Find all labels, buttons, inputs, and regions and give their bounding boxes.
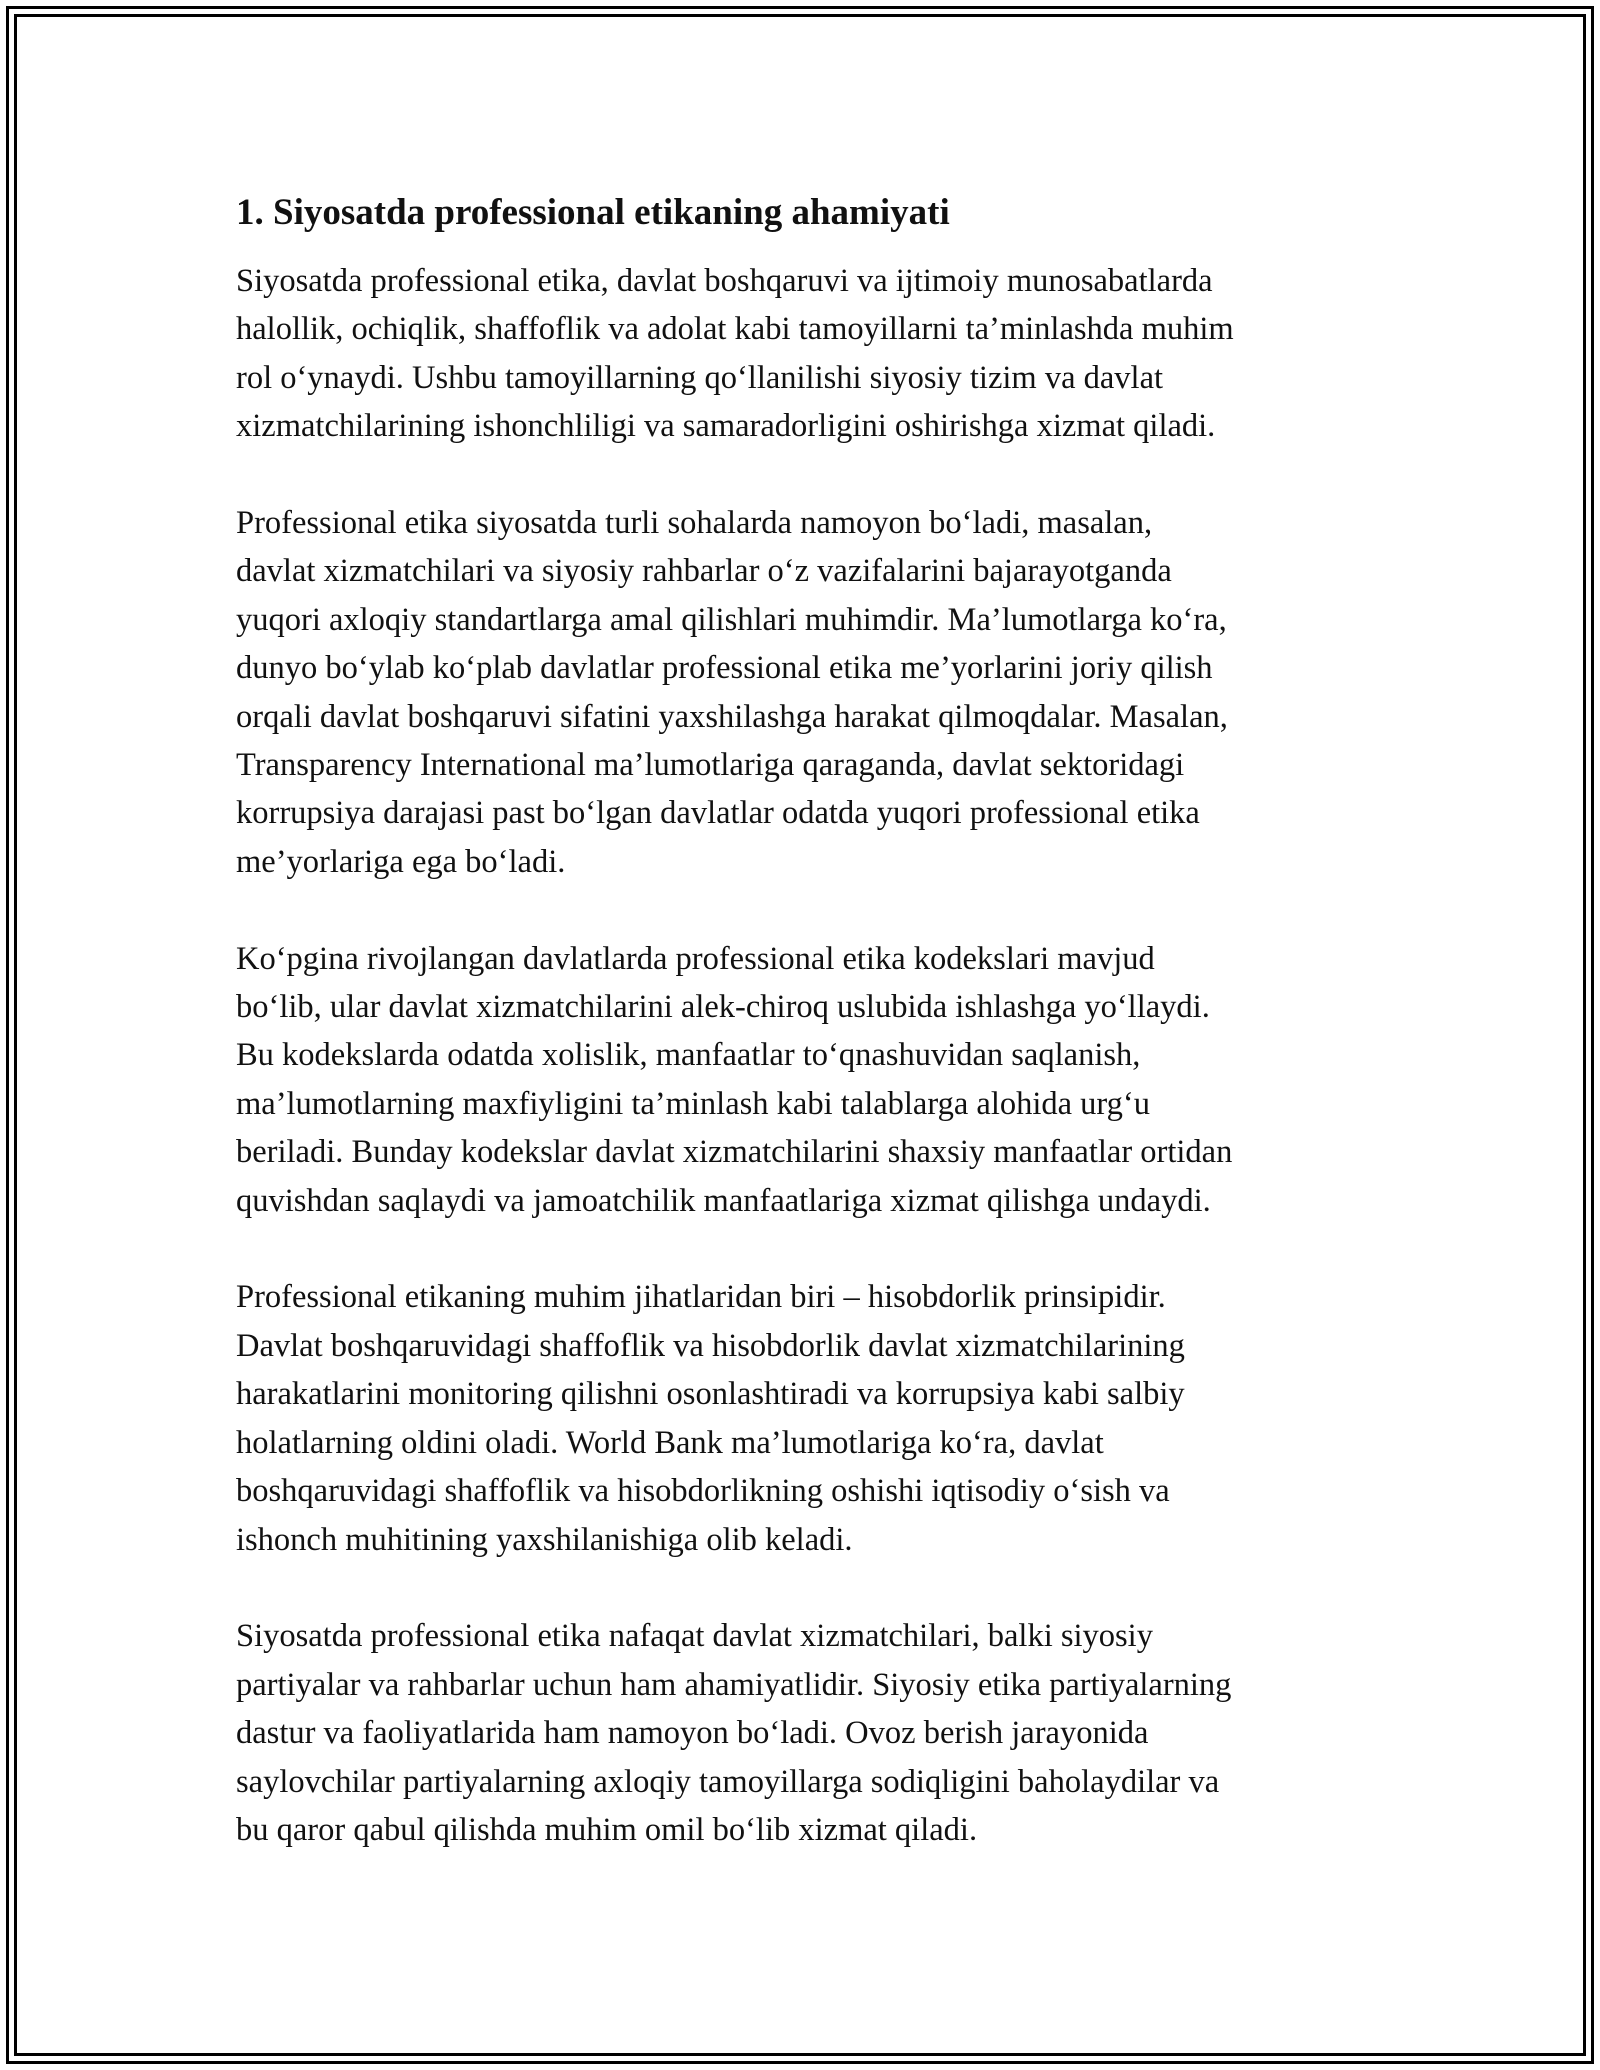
paragraph-line: halollik, ochiqlik, shaffoflik va adolat kabi tamoyillarni ta’minlashda muhim xyxy=(236,311,1234,348)
paragraph-line: ma’lumotlarning maxfiyligini ta’minlash kabi talablarga alohida urg‘u xyxy=(236,1085,1150,1122)
paragraph-line: harakatlarini monitoring qilishni osonlashtiradi va korrupsiya kabi salbiy xyxy=(236,1376,1185,1413)
paragraph-2 xyxy=(236,499,1371,886)
paragraph-line: Professional etikaning muhim jihatlaridan biri – hisobdorlik prinsipidir. xyxy=(236,1279,1166,1316)
paragraph-line: rol o‘ynaydi. Ushbu tamoyillarning qo‘llanilishi siyosiy tizim va davlat xyxy=(236,359,1164,396)
paragraph-line: Davlat boshqaruvidagi shaffoflik va hisobdorlik davlat xizmatchilarining xyxy=(236,1327,1185,1364)
paragraph-line: dunyo bo‘ylab ko‘plab davlatlar professional etika me’yorlarini joriy qilish xyxy=(236,650,1213,687)
document-body xyxy=(236,187,1371,1854)
paragraph-3 xyxy=(236,935,1371,1225)
paragraph-line: ishonch muhitining yaxshilanishiga olib keladi. xyxy=(236,1521,853,1558)
paragraph-1 xyxy=(236,257,1371,451)
paragraph-line: korrupsiya darajasi past bo‘lgan davlatlar odatda yuqori professional etika xyxy=(236,795,1200,832)
paragraph-line: dastur va faoliyatlarida ham namoyon bo‘ladi. Ovoz berish jarayonida xyxy=(236,1715,1149,1752)
paragraph-line: Siyosatda professional etika nafaqat davlat xizmatchilari, balki siyosiy xyxy=(236,1618,1153,1655)
paragraph-line: Ko‘pgina rivojlangan davlatlarda professional etika kodekslari mavjud xyxy=(236,940,1155,977)
paragraph-line: davlat xizmatchilari va siyosiy rahbarlar o‘z vazifalarini bajarayotganda xyxy=(236,553,1172,590)
paragraph-line: quvishdan saqlaydi va jamoatchilik manfaatlariga xizmat qilishga undaydi. xyxy=(236,1182,1211,1219)
paragraph-4 xyxy=(236,1273,1371,1563)
paragraph-line: Bu kodekslarda odatda xolislik, manfaatlar to‘qnashuvidan saqlanish, xyxy=(236,1037,1141,1074)
paragraph-line: yuqori axloqiy standartlarga amal qilishlari muhimdir. Ma’lumotlarga ko‘ra, xyxy=(236,601,1227,638)
paragraph-line: holatlarning oldini oladi. World Bank ma’lumotlariga ko‘ra, davlat xyxy=(236,1424,1104,1461)
paragraph-line: Siyosatda professional etika, davlat boshqaruvi va ijtimoiy munosabatlarda xyxy=(236,263,1213,299)
paragraph-line: bo‘lib, ular davlat xizmatchilarini alek-chiroq uslubida ishlashga yo‘llaydi. xyxy=(236,989,1210,1026)
paragraph-line: me’yorlariga ega bo‘ladi. xyxy=(236,843,566,880)
paragraph-5 xyxy=(236,1612,1371,1854)
paragraph-line: Transparency International ma’lumotlariga qaraganda, davlat sektoridagi xyxy=(236,747,1185,784)
paragraph-line: Professional etika siyosatda turli sohalarda namoyon bo‘ladi, masalan, xyxy=(236,505,1153,542)
paragraph-line: boshqaruvidagi shaffoflik va hisobdorlikning oshishi iqtisodiy o‘sish va xyxy=(236,1473,1170,1510)
paragraph-line: bu qaror qabul qilishda muhim omil bo‘lib xizmat qiladi. xyxy=(236,1811,978,1848)
paragraph-line: beriladi. Bunday kodekslar davlat xizmatchilarini shaxsiy manfaatlar ortidan xyxy=(236,1134,1233,1171)
paragraph-line: xizmatchilarining ishonchliligi va samaradorligini oshirishga xizmat qiladi. xyxy=(236,408,1216,445)
paragraph-line: partiyalar va rahbarlar uchun ham ahamiyatlidir. Siyosiy etika partiyalarning xyxy=(236,1666,1232,1703)
section-heading: 1. Siyosatda professional etikaning ahamiyati xyxy=(236,192,950,233)
paragraph-line: orqali davlat boshqaruvi sifatini yaxshilashga harakat qilmoqdalar. Masalan, xyxy=(236,698,1228,735)
paragraph-line: saylovchilar partiyalarning axloqiy tamoyillarga sodiqligini baholaydilar va xyxy=(236,1763,1220,1800)
